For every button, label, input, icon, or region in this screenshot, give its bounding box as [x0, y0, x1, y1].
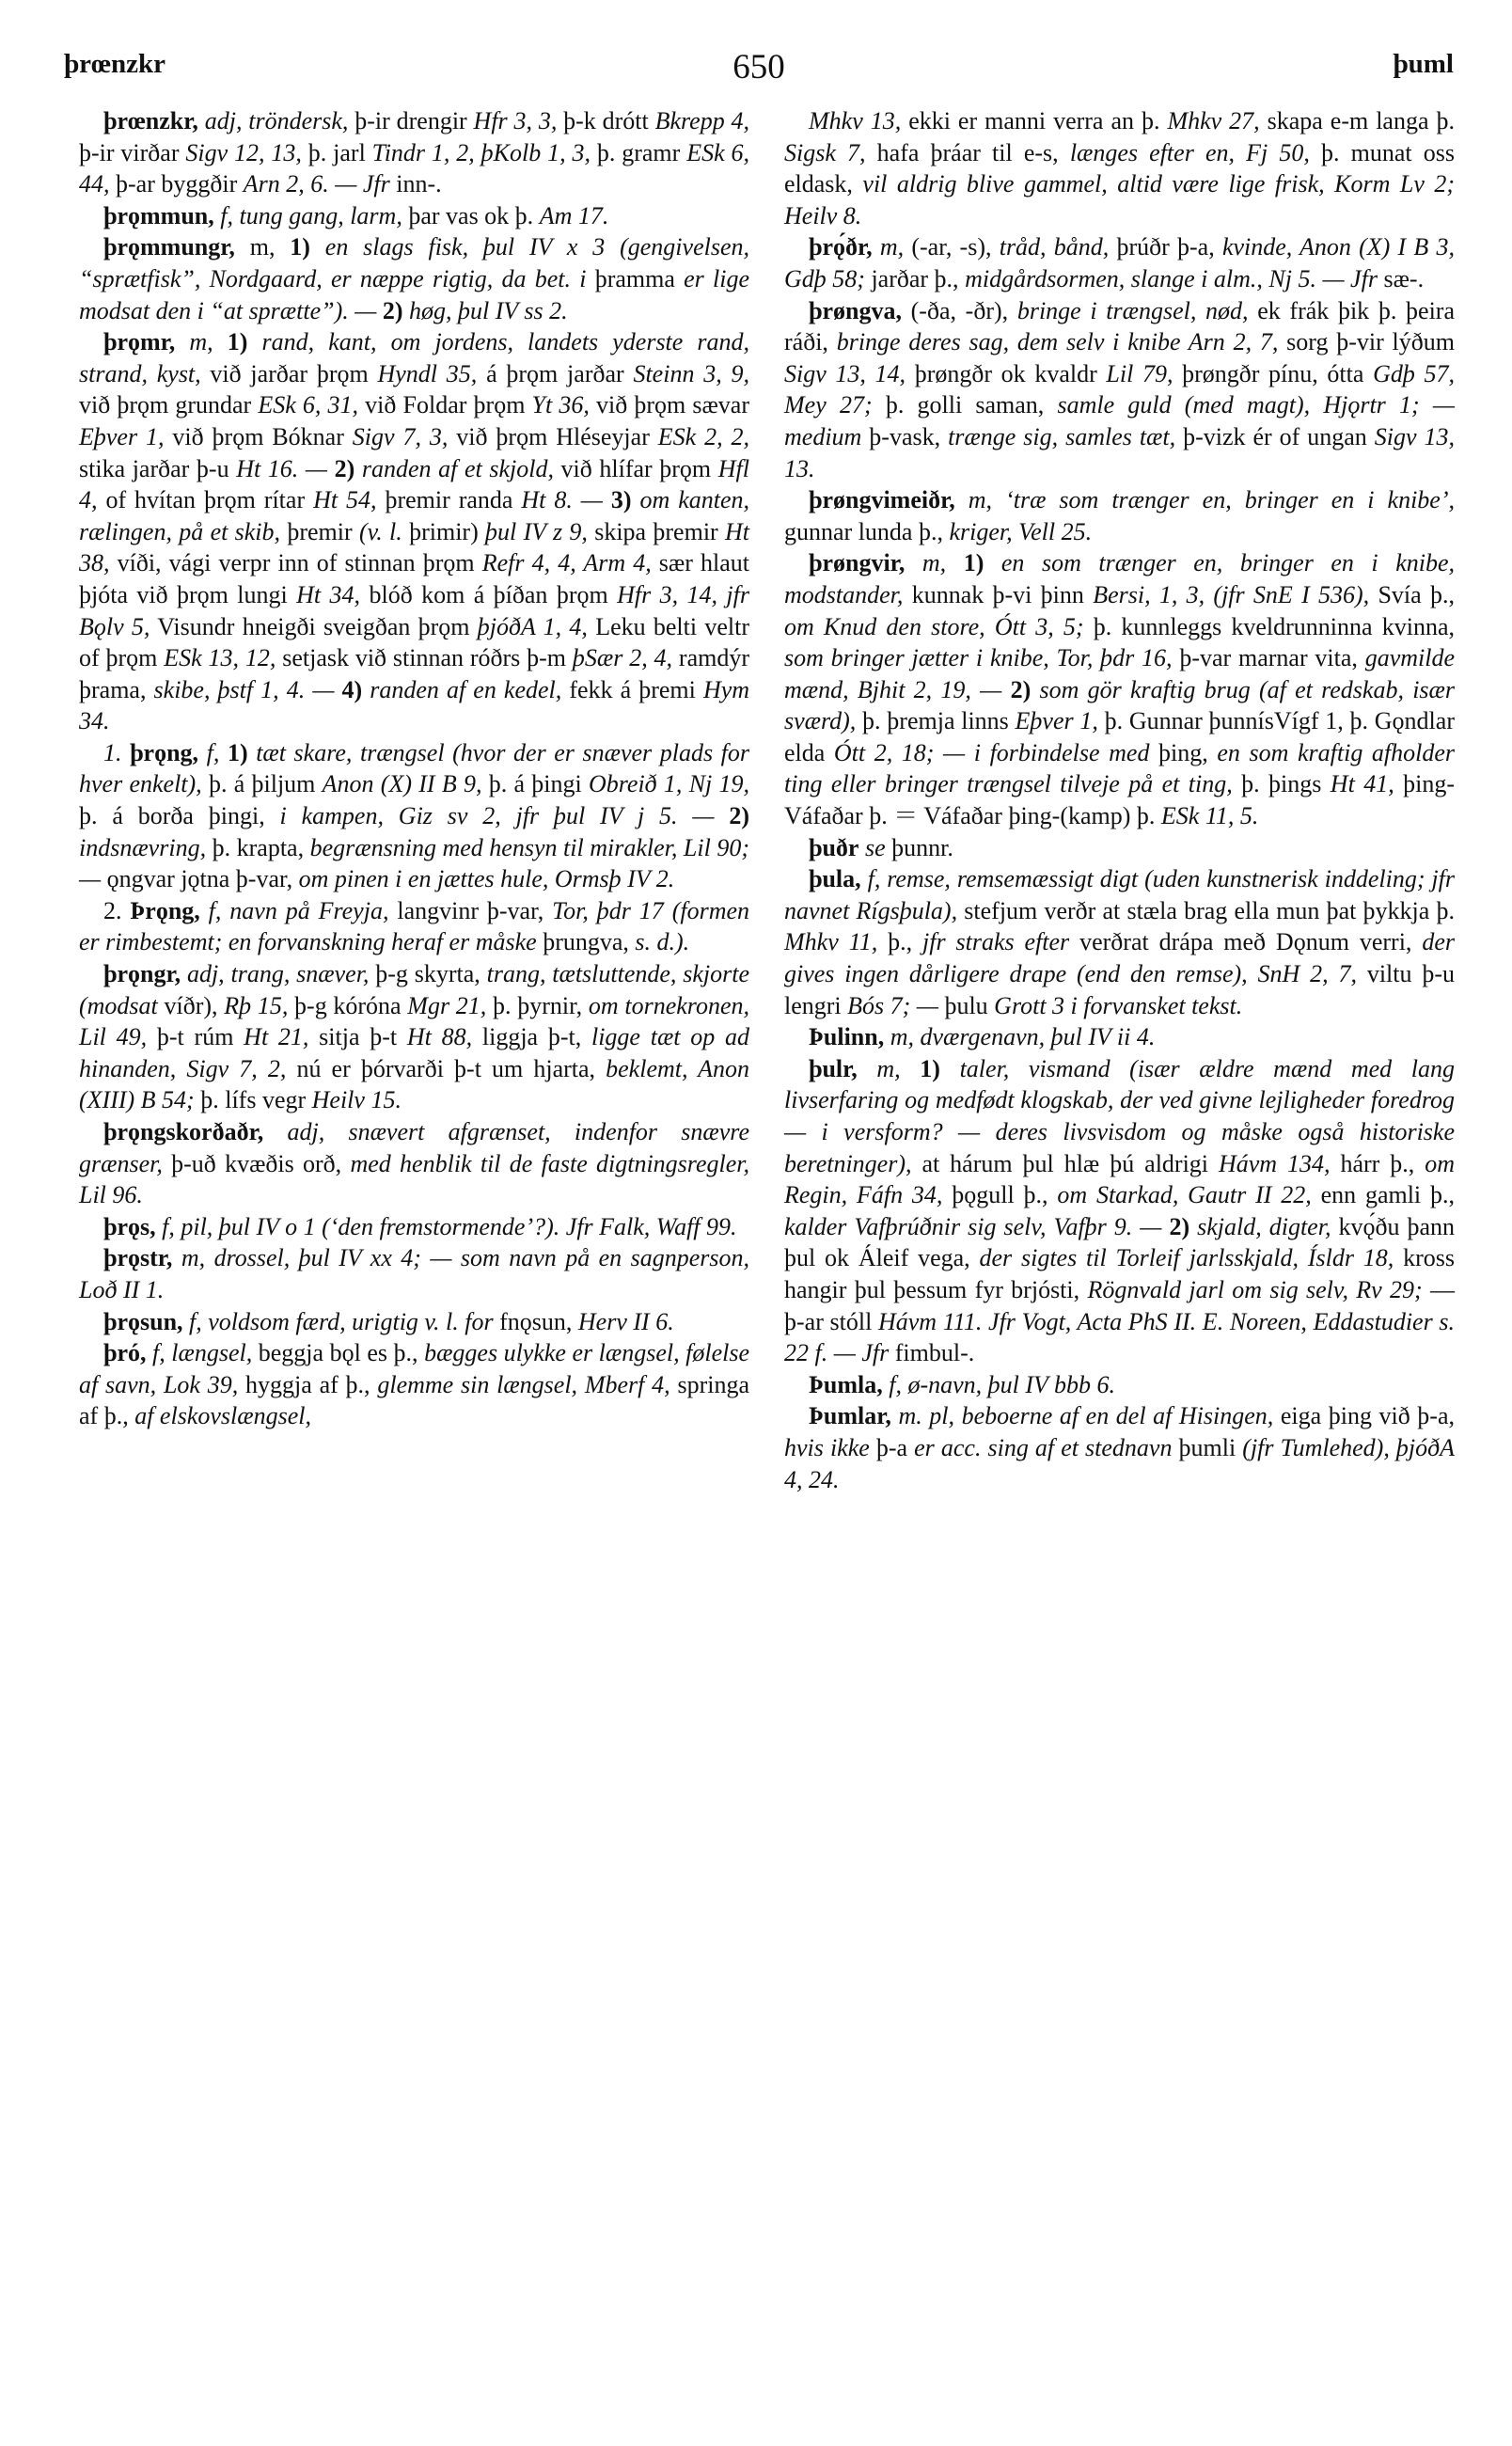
italic-text: Ht 34, — [296, 580, 361, 608]
italic-text: (jfr Tumlehed), þjóðA 4, 24. — [784, 1433, 1456, 1493]
roman-text: þ. á þiljum — [201, 770, 323, 798]
roman-text: á þrǫm jarðar — [477, 359, 634, 387]
roman-text: þ. krapta, — [206, 833, 310, 861]
roman-text: þing-Váfaðar þ. ＝ Váfaðar þing-(kamp) þ. — [784, 770, 1455, 830]
roman-text: þ. gramr — [590, 138, 687, 166]
headword: þrøngva, — [809, 296, 902, 324]
italic-text: ESk 13, 12, — [164, 644, 276, 672]
roman-text — [901, 1055, 921, 1082]
italic-text: ESk 2, 2, — [657, 422, 750, 450]
dictionary-entry — [79, 1306, 749, 1338]
roman-text: þ. á þingi — [481, 770, 589, 798]
roman-text: þramma — [586, 264, 685, 292]
headword: þrǫ́ðr, — [809, 233, 873, 261]
italic-text: om tornekronen, Lil 49, — [79, 991, 749, 1051]
italic-text: Bkrepp 4, — [654, 107, 750, 134]
roman-text: þrøngðr ok kvaldr — [906, 359, 1107, 387]
headword: þrǫs, — [103, 1212, 156, 1240]
sense-number: 4) — [341, 675, 363, 703]
roman-text: jarðar þ., — [864, 264, 966, 292]
roman-text: verðrat drápa með Dǫnum verri, — [1069, 928, 1423, 956]
roman-text: þrungva, — [536, 928, 636, 956]
italic-text: randen af en kedel, — [362, 675, 562, 703]
roman-text: Leku belti veltr of þrǫm — [79, 612, 749, 672]
italic-text: Bersi, 1, 3, (jfr SnE I 536), — [1093, 580, 1370, 608]
running-head-right: þuml — [1393, 49, 1454, 79]
italic-text: Rþ 15, — [224, 991, 289, 1019]
headword: þuðr — [809, 833, 859, 861]
roman-text: þ. golli saman, — [872, 391, 1058, 419]
roman-text: nú er þórvarði þ-t um hjarta, — [286, 1054, 606, 1082]
roman-text: of hvítan þrǫm rítar — [97, 486, 314, 514]
italic-text: beklemt, Anon (XIII) B 54; — [79, 1054, 749, 1114]
roman-text: þ. þyrnir, — [486, 991, 589, 1019]
italic-text: samle guld (med magt), Hjǫrtr 1; — medium — [784, 391, 1455, 450]
italic-text: bringe i trængsel, nød, — [1016, 296, 1249, 324]
headword: Þumla, — [809, 1370, 883, 1398]
italic-text: som gör kraftig brug (af et redskab, især sværd), — [784, 675, 1456, 735]
roman-text: Visundr hneigði sveigðan þrǫm — [150, 612, 478, 640]
italic-text: adj, tröndersk, — [197, 107, 349, 134]
italic-text: om Starkad, Gautr II 22, — [1057, 1181, 1312, 1209]
italic-text: Ht 41, — [1330, 770, 1394, 798]
italic-text: en slags fisk, þul IV x 3 (gengivelsen, “sprætfisk”, Nordgaard, er næppe rigtig, da bet. i — [79, 233, 749, 292]
headword: Þrǫng, — [130, 896, 200, 924]
headword: þró, — [103, 1339, 147, 1367]
roman-text: stefjum verðr at stæla brag ella mun þat þykkja þ. — [957, 896, 1456, 924]
roman-text: þ-ar byggðir — [109, 170, 244, 198]
roman-text: víðr), — [157, 991, 225, 1019]
roman-text: þ. lífs vegr — [194, 1086, 312, 1114]
sense-number: 2) — [729, 802, 750, 830]
roman-text: þ-k drótt — [557, 107, 655, 134]
roman-text: langvinr þ-var, — [388, 896, 553, 924]
italic-text: Yt 36, — [531, 391, 590, 419]
roman-text: þ-a — [869, 1433, 915, 1461]
dictionary-entry — [784, 1369, 1455, 1401]
italic-text: m, — [189, 328, 213, 356]
italic-text: m, drossel, þul IV xx 4; — som navn på en sagnperson, Loð II 1. — [79, 1244, 749, 1303]
italic-text: taler, vismand (især ældre mænd med lang livserfaring og medfødt klogskab, der ved givne lejligheder foredrog — i versform? — deres livsvisdom og måske også historiske beretninger), — [784, 1054, 1455, 1177]
italic-text: hvis ikke — [784, 1433, 870, 1461]
dictionary-entry — [784, 1053, 1455, 1369]
italic-text: Ht 8. — — [521, 486, 603, 514]
italic-text: Hávm 134, — [1218, 1149, 1331, 1177]
italic-text: Refr 4, 4, Arm 4, — [481, 549, 652, 577]
italic-text: 1. — [103, 738, 122, 766]
italic-text: er lige modsat den i “at sprætte”). — — [79, 264, 750, 324]
italic-text: gavmilde mænd, Bjhit 2, 19, — — [784, 644, 1455, 703]
roman-text: þulu — [937, 991, 995, 1019]
roman-text: þ-ir drengir — [348, 107, 474, 134]
roman-text: þǫgull þ., — [942, 1181, 1058, 1209]
roman-text — [1001, 676, 1010, 703]
roman-text: þ-uð kvæðis orð, — [162, 1149, 351, 1177]
italic-text: skjald, digter, — [1189, 1212, 1331, 1240]
roman-text: gunnar lunda þ., — [784, 517, 950, 545]
roman-text: við þrǫm grundar — [79, 391, 259, 419]
roman-text: ramdýr þrama, — [79, 644, 749, 703]
sense-number: 1) — [290, 233, 310, 261]
roman-text: þumli — [1172, 1433, 1243, 1461]
italic-text: trænge sig, samles tæt, — [948, 422, 1176, 450]
dictionary-entry — [784, 832, 1455, 864]
roman-text — [946, 549, 964, 576]
italic-text: f, længsel, — [146, 1339, 253, 1367]
roman-text: þ., — [877, 928, 923, 956]
headword: þrœnzkr, — [103, 107, 198, 134]
italic-text: med henblik til de faste digtningsregler, Lil 96. — [79, 1149, 749, 1209]
italic-text: Am 17. — [539, 201, 609, 229]
italic-text: se — [858, 833, 886, 861]
roman-text: fekk á þremi — [561, 675, 703, 703]
roman-text: við þrǫm Hléseyjar — [448, 422, 658, 450]
roman-text: ǫngvar jǫtna þ-var, — [101, 865, 299, 893]
italic-text: (v. l. — [358, 517, 402, 545]
italic-text: Hávm 111. Jfr Vogt, Acta PhS II. E. Noreen, Eddastudier s. 22 f. — Jfr — [784, 1307, 1455, 1367]
italic-text: Hyndl 35, — [377, 359, 478, 387]
italic-text: tråd, bånd, — [999, 233, 1110, 261]
sense-number: 3) — [610, 486, 632, 514]
italic-text: Gdþ 57, Mey 27; — [784, 359, 1456, 419]
headword: Þumlar, — [809, 1402, 891, 1430]
roman-text: Svía þ., — [1369, 580, 1455, 608]
roman-text: ek frák þik þ. þeira ráði, — [784, 296, 1455, 356]
dictionary-entry — [79, 1242, 749, 1305]
roman-text: hyggja af þ., — [238, 1370, 378, 1398]
dictionary-entry — [79, 200, 749, 232]
italic-text: trang, tætsluttende, skjorte (modsat — [79, 960, 750, 1019]
italic-text: en som trænger en, bringer en i knibe, modstander, — [784, 549, 1455, 608]
roman-text: við jarðar þrǫm — [200, 359, 378, 387]
italic-text: adj, snævert afgrænset, indenfor snævre grænser, — [79, 1118, 749, 1177]
dictionary-entry — [784, 105, 1455, 231]
roman-text: kunnak þ-vi þinn — [903, 580, 1094, 608]
dictionary-entry — [79, 1116, 749, 1211]
roman-text: stika jarðar þ-u — [79, 454, 237, 482]
italic-text: bringe deres sag, dem selv i knibe Arn 2, 7, — [836, 328, 1279, 356]
italic-text: Mhkv 27, — [1167, 107, 1260, 134]
italic-text: þjóðA 1, 4, — [477, 612, 588, 640]
roman-text: þunnr. — [885, 833, 953, 861]
sense-number: 1) — [227, 328, 248, 356]
roman-text: þ. Gunnar þunnísVígf 1, þ. Gǫndlar elda — [784, 707, 1455, 766]
dictionary-entry — [784, 231, 1455, 294]
italic-text: midgårdsormen, slange i alm., Nj 5. — Jfr — [965, 264, 1378, 292]
italic-text: der gives ingen dårligere drape (end den remse), SnH 2, 7, — [784, 928, 1455, 988]
dictionary-entry — [784, 295, 1455, 485]
sense-number: 2) — [1010, 675, 1032, 703]
headword: þula, — [809, 865, 861, 893]
dictionary-entry — [784, 484, 1455, 547]
left-column — [79, 105, 749, 1432]
roman-text: við þrǫm Bóknar — [164, 422, 353, 450]
roman-text: þ-vask, — [861, 422, 949, 450]
roman-text: setjask við stinnan róðrs þ-m — [276, 644, 573, 672]
dictionary-entry — [79, 737, 749, 895]
italic-text: Arn 2, 6. — Jfr — [243, 170, 390, 198]
italic-text: høg, þul IV ss 2. — [402, 296, 568, 324]
italic-text: þul IV z 9, — [485, 517, 588, 545]
dictionary-entry — [784, 1400, 1455, 1495]
roman-text: þ. jarl — [301, 138, 372, 166]
italic-text: m. pl, beboerne af en del af Hisingen, — [890, 1402, 1274, 1430]
roman-text: skapa e-m langa þ. — [1259, 107, 1455, 134]
italic-text: der sigtes til Torleif jarlsskjald, Ísldr 18, — [979, 1244, 1394, 1272]
dictionary-entry — [79, 1211, 749, 1243]
italic-text: Ht 38, — [79, 517, 750, 577]
italic-text: glemme sin længsel, Mberf 4, — [377, 1370, 670, 1398]
roman-text: viltu þ-u lengri — [784, 960, 1455, 1019]
roman-text: enn gamli þ., — [1311, 1181, 1455, 1209]
dictionary-entry — [784, 863, 1455, 1021]
italic-text: f, tung gang, larm, — [213, 201, 402, 229]
roman-text: liggja þ-t, — [472, 1023, 591, 1051]
italic-text: Hym 34. — [79, 675, 750, 735]
italic-text: m, — [872, 233, 905, 261]
roman-text — [219, 739, 228, 766]
italic-text: Mhkv 13, — [809, 107, 902, 134]
italic-text: m, dværgenavn, þul IV ii 4. — [884, 1023, 1156, 1051]
roman-text: við hlífar þrǫm — [553, 454, 718, 482]
italic-text: f, pil, þul IV o 1 (‘den fremstormende’?). Jfr Falk, Waff 99. — [155, 1212, 737, 1240]
italic-text: Ótt 2, 18; — i forbindelse med — [833, 738, 1150, 766]
italic-text: þSær 2, 4, — [572, 644, 673, 672]
italic-text: bægges ulykke er længsel, følelse af savn, Lok 39, — [79, 1339, 750, 1398]
roman-text: springa af þ., — [79, 1370, 749, 1430]
italic-text: Ht 54, — [313, 486, 377, 514]
roman-text: eiga þing við þ-a, — [1273, 1402, 1456, 1430]
italic-text: Sigv 7, 3, — [352, 422, 449, 450]
italic-text: tæt skare, trængsel (hvor der er snæver plads for hver enkelt), — [79, 738, 749, 798]
italic-text: Ht 21, — [244, 1023, 309, 1051]
italic-text: m, ‘træ som trænger en, bringer en i knibe’, — [954, 486, 1455, 514]
italic-text: adj, trang, snæver, — [181, 960, 370, 988]
italic-text: Heilv 15. — [311, 1086, 402, 1114]
roman-text: þ-g kóróna — [288, 991, 408, 1019]
roman-text: kross hangir þul þessum fyr brjósti, — [784, 1244, 1455, 1303]
italic-text: Mgr 21, — [407, 991, 487, 1019]
italic-text: f, voldsom færd, urigtig v. l. for — [182, 1307, 494, 1335]
roman-text: kvǫ́ðu þann þul ok Áleif vega, — [784, 1212, 1455, 1272]
roman-text: sitja þ-t — [308, 1023, 407, 1051]
roman-text: þ-var marnar vita, — [1172, 644, 1365, 672]
italic-text: Lil 79, — [1106, 359, 1173, 387]
roman-text — [175, 328, 189, 355]
italic-text: f, remse, remsemæssigt digt (uden kunstnerisk inddeling; jfr navnet Rígsþula), — [784, 865, 1455, 924]
roman-text: þ. á borða þingi, — [79, 802, 280, 830]
roman-text: þremir — [280, 517, 359, 545]
roman-text: sær hlaut þjóta við þrǫm lungi — [79, 549, 750, 608]
dictionary-entry — [79, 895, 749, 958]
italic-text: ligge tæt op ad hinanden, Sigv 7, 2, — [79, 1023, 750, 1082]
roman-text — [122, 739, 131, 766]
sense-number: 2) — [382, 296, 403, 324]
italic-text: ESk 6, 44, — [79, 138, 749, 198]
dictionary-entry — [784, 547, 1455, 831]
roman-text: þ-t rúm — [147, 1023, 244, 1051]
roman-text: sæ-. — [1377, 264, 1425, 292]
italic-text: f, navn på Freyja, — [199, 896, 389, 924]
running-head-left: þrœnzkr — [64, 49, 165, 79]
roman-text: þar vas ok þ. — [402, 201, 540, 229]
roman-text: hafa þráar til e-s, — [865, 138, 1070, 166]
roman-text: við þrǫm sævar — [589, 391, 750, 419]
roman-text: inn-. — [389, 170, 442, 198]
roman-text: þrimir) — [402, 517, 486, 545]
italic-text: i kampen, Giz sv 2, jfr þul IV j 5. — — [279, 802, 715, 830]
roman-text: þ. þings — [1232, 770, 1331, 798]
headword: þrǫsun, — [103, 1307, 183, 1335]
italic-text: f, ø-navn, þul IV bbb 6. — [882, 1370, 1115, 1398]
headword: þrǫstr, — [103, 1244, 173, 1272]
page-header — [64, 49, 1454, 96]
italic-text: Anon (X) II B 9, — [322, 770, 482, 798]
italic-text: kalder Vafþrúðnir sig selv, Vafþr 9. — — [784, 1212, 1162, 1240]
headword: þrǫmmun, — [103, 201, 214, 229]
italic-text: Tindr 1, 2, þKolb 1, 3, — [371, 138, 591, 166]
italic-text: randen af et skjold, — [354, 454, 554, 482]
roman-text: skipa þremir — [587, 517, 726, 545]
headword: þrǫngskorðaðr, — [103, 1118, 264, 1145]
dictionary-entry — [79, 1337, 749, 1432]
headword: þrøngvimeiðr, — [809, 486, 955, 514]
roman-text — [603, 486, 611, 513]
roman-text: þ-vizk ér of ungan — [1175, 422, 1375, 450]
roman-text: þ-ir virðar — [79, 138, 186, 166]
roman-text — [334, 676, 341, 703]
italic-text: skibe, þstf 1, 4. — — [153, 675, 335, 703]
italic-text: Steinn 3, 9, — [633, 359, 749, 387]
italic-text: Grott 3 i forvansket tekst. — [994, 991, 1243, 1019]
italic-text: ESk 6, 31, — [258, 391, 359, 419]
roman-text: þ. munat oss eldask, — [784, 138, 1455, 198]
headword: þrǫmmungr, — [103, 233, 235, 261]
italic-text: m, — [857, 1054, 901, 1082]
roman-text: blóð kom á þíðan þrǫm — [360, 580, 618, 608]
page-number: 650 — [732, 48, 785, 87]
italic-text: som bringer jætter i knibe, Tor, þdr 16, — [784, 644, 1173, 672]
italic-text: vil aldrig blive gammel, altid være lige frisk, Korm Lv 2; Heilv 8. — [784, 170, 1455, 229]
roman-text: þrøngðr pínu, ótta — [1173, 359, 1374, 387]
italic-text: Hfr 3, 3, — [473, 107, 558, 134]
italic-text: rand, kant, om jordens, landets yderste rand, strand, kyst, — [79, 328, 750, 387]
italic-text: om pinen i en jættes hule, Ormsþ IV 2. — [298, 865, 675, 893]
italic-text: Tor, þdr 17 (formen er rimbestemt; en forvanskning heraf er måske — [79, 896, 750, 956]
sense-number: 1) — [227, 738, 248, 766]
headword: þrǫng, — [130, 738, 199, 766]
dictionary-entry — [79, 105, 749, 200]
roman-text: við Foldar þrǫm — [358, 391, 532, 419]
italic-text: Ht 16. — — [236, 454, 328, 482]
roman-text: þremir randa — [376, 486, 522, 514]
italic-text: Sigv 13, 14, — [784, 359, 906, 387]
italic-text: s. d.). — [635, 928, 690, 956]
roman-text: sorg þ-vir lýðum — [1278, 328, 1456, 356]
italic-text: kriger, Vell 25. — [949, 517, 1093, 545]
roman-text: (-ar, -s), — [904, 233, 1000, 261]
italic-text: Sigsk 7, — [784, 138, 866, 166]
dictionary-entry — [784, 1021, 1455, 1053]
italic-text: om Knud den store, Ótt 3, 5; — [784, 612, 1084, 640]
italic-text: Mhkv 11, — [784, 928, 878, 956]
roman-text: fimbul-. — [889, 1339, 975, 1367]
italic-text: Ht 88, — [406, 1023, 473, 1051]
italic-text: ESk 11, 5. — [1160, 802, 1259, 830]
italic-text: Sigv 12, 13, — [185, 138, 302, 166]
italic-text: længes efter en, Fj 50, — [1069, 138, 1310, 166]
roman-text — [327, 455, 335, 482]
italic-text: m, — [905, 549, 947, 577]
roman-text: fnǫsun, — [493, 1307, 578, 1335]
italic-text: f, — [198, 738, 220, 766]
italic-text: Herv II 6. — [577, 1307, 674, 1335]
roman-text: þ. þremja linns — [856, 707, 1016, 735]
italic-text: jfr straks efter — [922, 928, 1070, 956]
italic-text: begrænsning med hensyn til mirakler, Lil 90; — — [79, 833, 749, 893]
roman-text: víði, vági verpr inn of stinnan þrǫm — [109, 549, 482, 577]
roman-text: (-ða, -ðr), — [901, 296, 1017, 324]
roman-text: at hárum þul hlæ þú aldrigi — [911, 1149, 1219, 1177]
italic-text: Hfl 4, — [79, 454, 749, 514]
sense-number: 2) — [334, 454, 355, 482]
italic-text: en som kraftig afholder ting eller bringer trængsel tilveje på et ting, — [784, 738, 1456, 798]
sense-number: 1) — [963, 549, 984, 577]
italic-text: af elskovslængsel, — [134, 1402, 311, 1430]
italic-text: er acc. sing af et stednavn — [914, 1433, 1173, 1461]
roman-text — [715, 802, 730, 829]
italic-text: Sigv 13, 13. — [784, 422, 1455, 482]
italic-text: Obreið 1, Nj 19, — [588, 770, 750, 798]
roman-text: þing, — [1149, 738, 1218, 766]
roman-text: þ-g skyrta, — [369, 960, 487, 988]
dictionary-entry — [79, 326, 749, 737]
italic-text: Eþver 1, — [1015, 707, 1098, 735]
roman-text — [213, 328, 228, 355]
headword: Þulinn, — [809, 1023, 885, 1051]
headword: þulr, — [809, 1054, 858, 1082]
italic-text: Hfr 3, 14, jfr Bǫlv 5, — [79, 580, 749, 640]
roman-text: — þ-ar stóll — [784, 1275, 1456, 1335]
roman-text: hárr þ., — [1330, 1149, 1425, 1177]
dictionary-entry — [79, 958, 749, 1116]
italic-text: om Regin, Fáfn 34, — [784, 1149, 1456, 1209]
italic-text: Eþver 1, — [79, 422, 165, 450]
roman-text: ekki er manni verra an þ. — [901, 107, 1168, 134]
sense-number: 1) — [920, 1054, 940, 1082]
roman-text: 2. — [103, 896, 131, 924]
right-column — [784, 105, 1455, 1495]
italic-text: om kanten, rælingen, på et skib, — [79, 486, 749, 545]
headword: þrøngvir, — [809, 549, 906, 577]
headword: þrǫngr, — [103, 960, 181, 988]
headword: þrǫmr, — [103, 328, 176, 356]
roman-text: þ. kunnleggs kveldrunninna kvinna, — [1083, 612, 1455, 640]
roman-text: þrúðr þ-a, — [1109, 233, 1222, 261]
dictionary-entry — [79, 231, 749, 326]
sense-number: 2) — [1169, 1212, 1190, 1240]
roman-text: beggja bǫl es þ., — [252, 1339, 425, 1367]
italic-text: Bós 7; — — [847, 991, 938, 1019]
italic-text: indsnævring, — [79, 833, 207, 861]
italic-text: kvinde, Anon (X) I B 3, Gdþ 58; — [784, 233, 1456, 292]
roman-text: m, — [234, 233, 291, 261]
italic-text: Rögnvald jarl om sig selv, Rv 29; — [1087, 1275, 1423, 1303]
